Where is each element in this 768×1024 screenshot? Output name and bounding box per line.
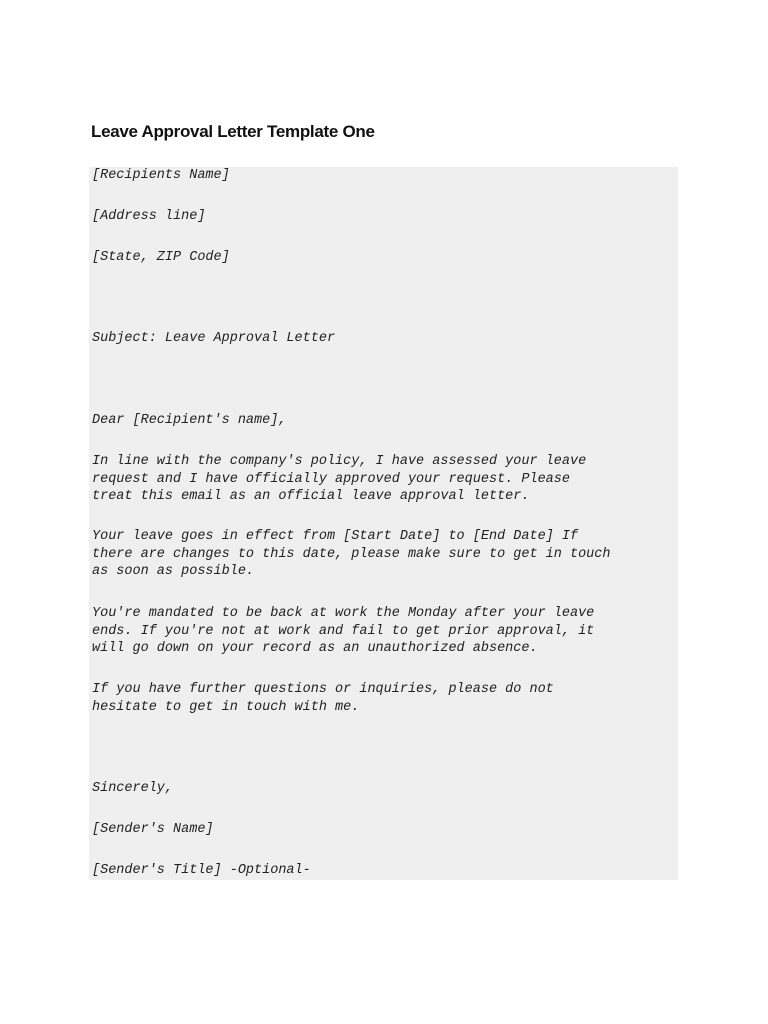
sender-name: [Sender's Name] — [92, 822, 214, 837]
paragraph-policy: In line with the company's policy, I have assessed your leave request and I have officially approved your request. Please treat this email as an official leave approval letter. — [92, 454, 587, 504]
paragraph-return: You're mandated to be back at work the Monday after your leave ends. If you're not at work and fail to get prior approval, it will go down on your record as an unauthorized absence. — [92, 606, 595, 656]
salutation: Dear [Recipient's name], — [92, 413, 287, 428]
address-line: [Address line] — [92, 209, 206, 224]
paragraph-questions: If you have further questions or inquiries, please do not hesitate to get in touch with me. — [92, 682, 554, 715]
page-title: Leave Approval Letter Template One — [91, 122, 375, 141]
state-zip: [State, ZIP Code] — [92, 250, 230, 265]
subject-line: Subject: Leave Approval Letter — [92, 331, 336, 346]
paragraph-dates: Your leave goes in effect from [Start Date] to [End Date] If there are changes to this date, please make sure to get in touch as soon as possible. — [92, 529, 611, 579]
recipient-name: [Recipients Name] — [92, 168, 230, 183]
sender-title: [Sender's Title] -Optional- — [92, 863, 311, 878]
letter-body — [89, 167, 678, 880]
closing: Sincerely, — [92, 781, 174, 796]
